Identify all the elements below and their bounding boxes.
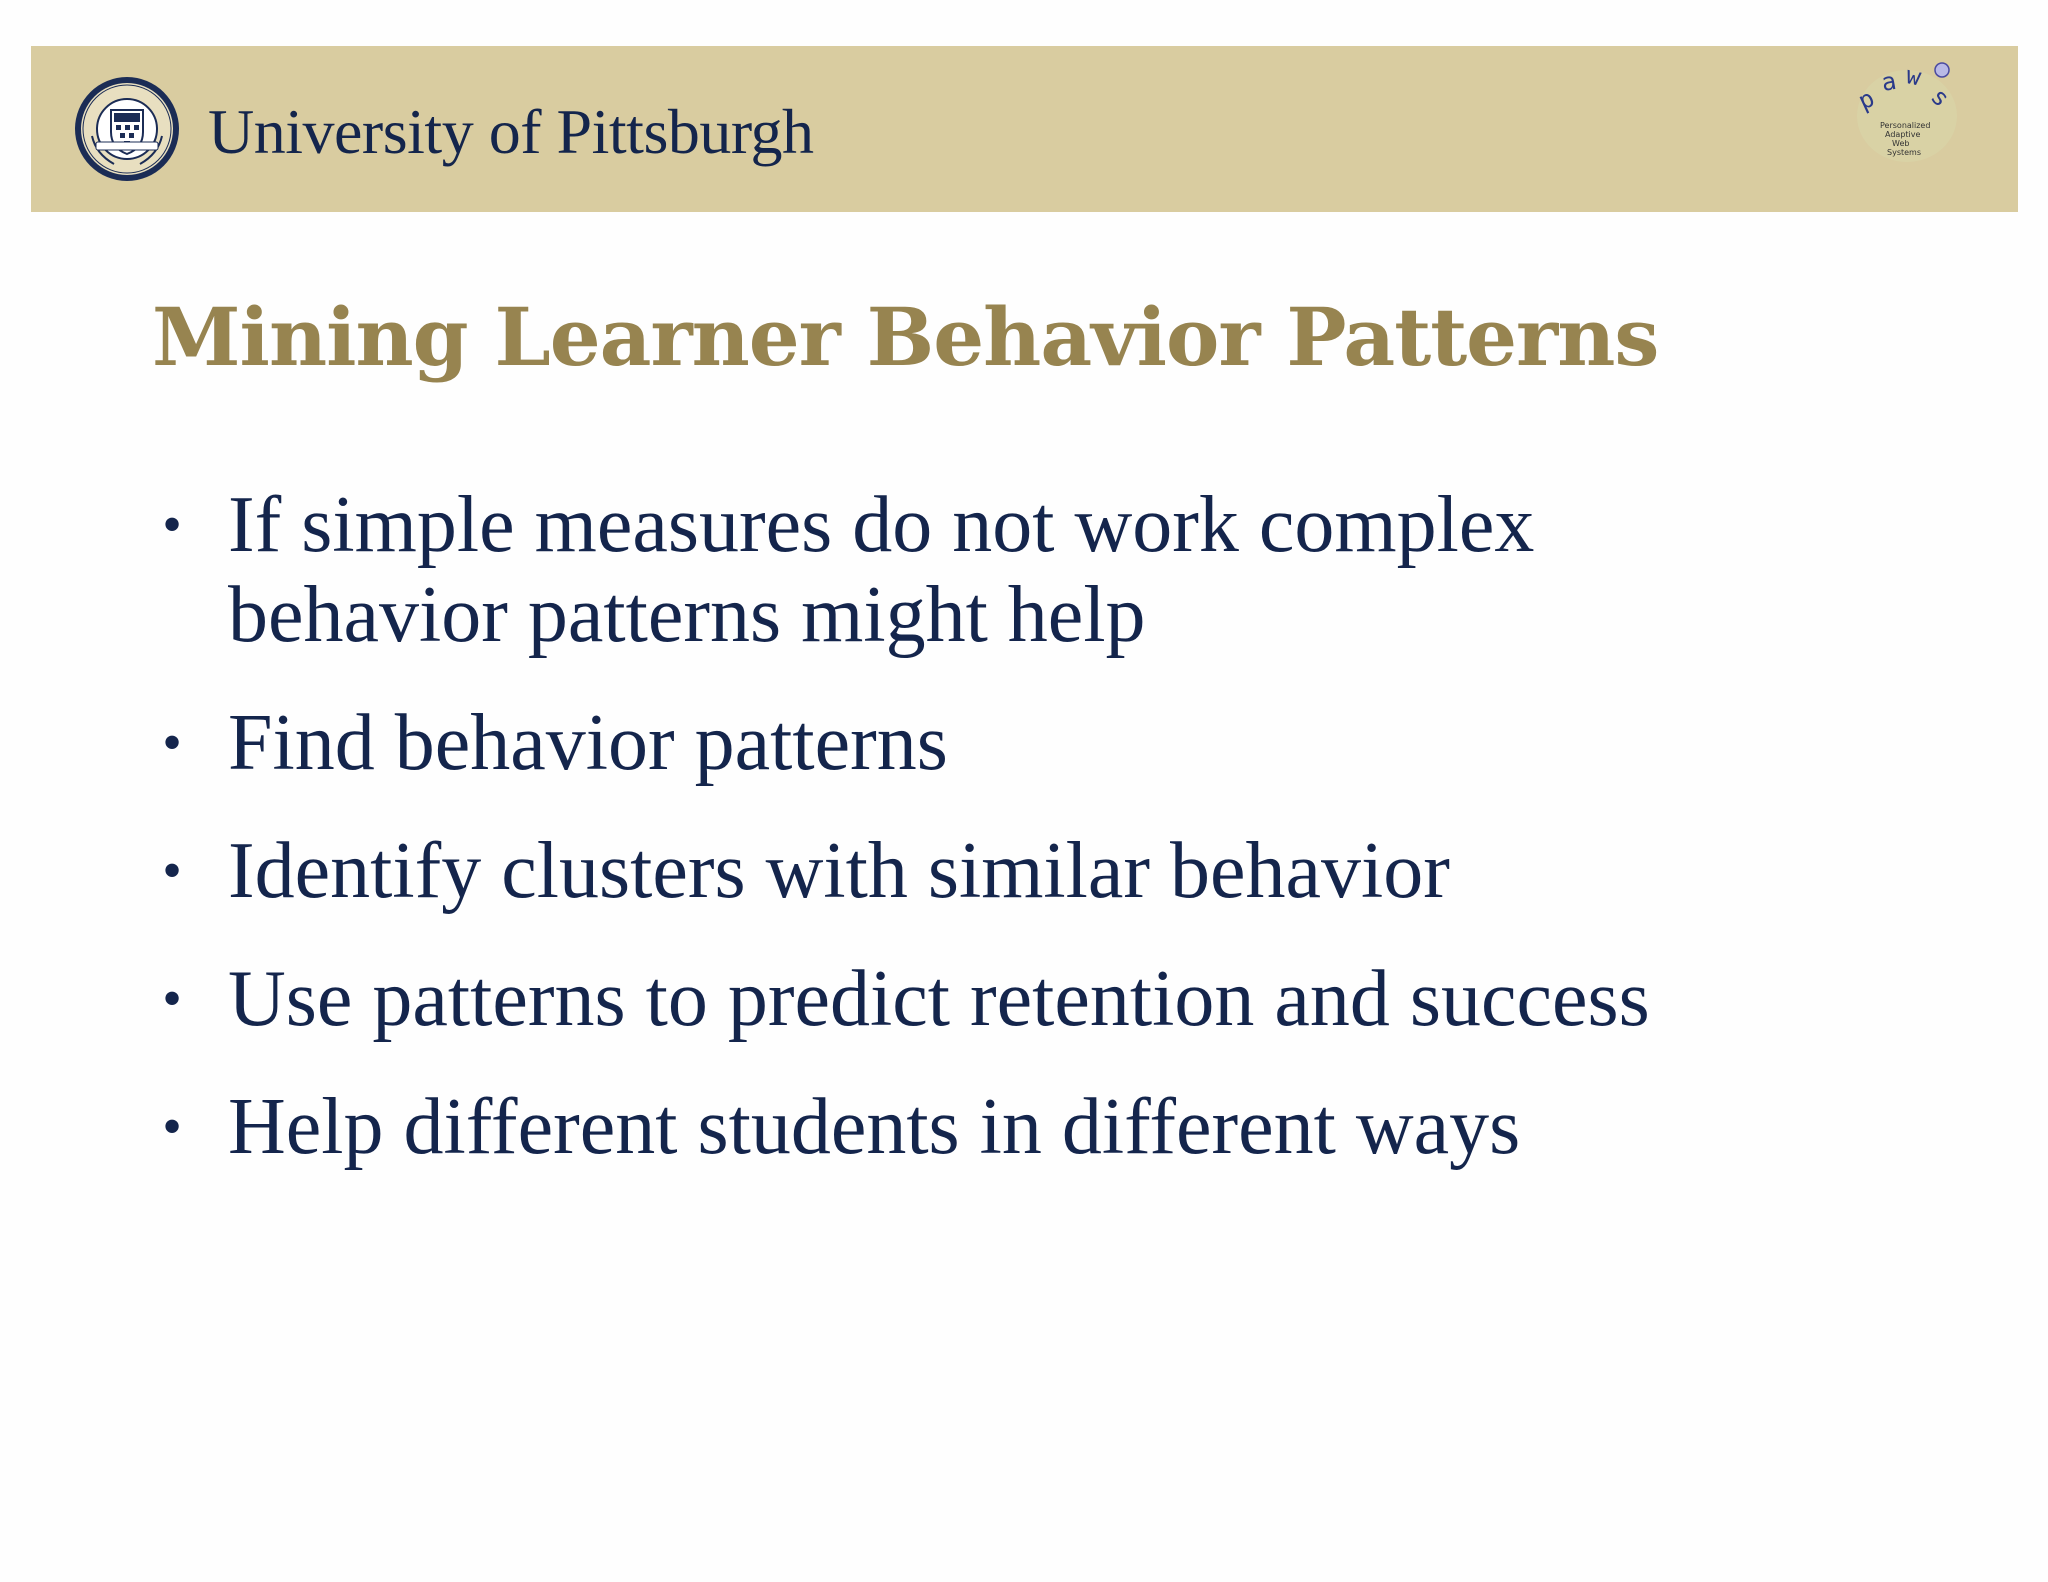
university-name: University of Pittsburgh: [208, 96, 814, 167]
bullet-text-line: behavior patterns might help: [228, 571, 1146, 659]
bullet-text-line: If simple measures do not work complex: [228, 481, 1535, 569]
paws-letter-w: w: [1903, 61, 1924, 92]
bullet-item: [152, 698, 1912, 788]
bullet-dot: •: [162, 968, 182, 1030]
bullet-item: [152, 954, 1912, 1044]
paws-letter-s: s: [1925, 82, 1956, 113]
paws-letter-p: p: [1853, 83, 1879, 116]
bullet-item: [152, 826, 1912, 916]
bullet-text-line: Identify clusters with similar behavior: [228, 827, 1450, 915]
paws-logo-icon: [1852, 56, 1962, 168]
bullet-item: [152, 480, 1912, 660]
bullet-item: [152, 1082, 1912, 1172]
bullet-text-line: Help different students in different ways: [228, 1083, 1521, 1171]
bullet-dot: •: [162, 840, 182, 902]
bullet-text-line: Use patterns to predict retention and success: [228, 955, 1650, 1043]
bullet-dot: •: [162, 494, 182, 556]
university-seal-icon: [74, 76, 180, 182]
paws-tagline-2: Adaptive: [1885, 130, 1921, 139]
bullet-list: [152, 480, 1912, 1210]
bullet-dot: •: [162, 712, 182, 774]
bullet-text-line: Find behavior patterns: [228, 699, 948, 787]
slide-title: Mining Learner Behavior Patterns: [152, 290, 1659, 384]
paws-tagline-4: Systems: [1887, 148, 1921, 157]
bullet-dot: •: [162, 1096, 182, 1158]
paws-letter-a: a: [1879, 66, 1899, 97]
paws-tagline-1: Personalized: [1880, 121, 1931, 130]
paws-tagline-3: Web: [1892, 139, 1910, 148]
